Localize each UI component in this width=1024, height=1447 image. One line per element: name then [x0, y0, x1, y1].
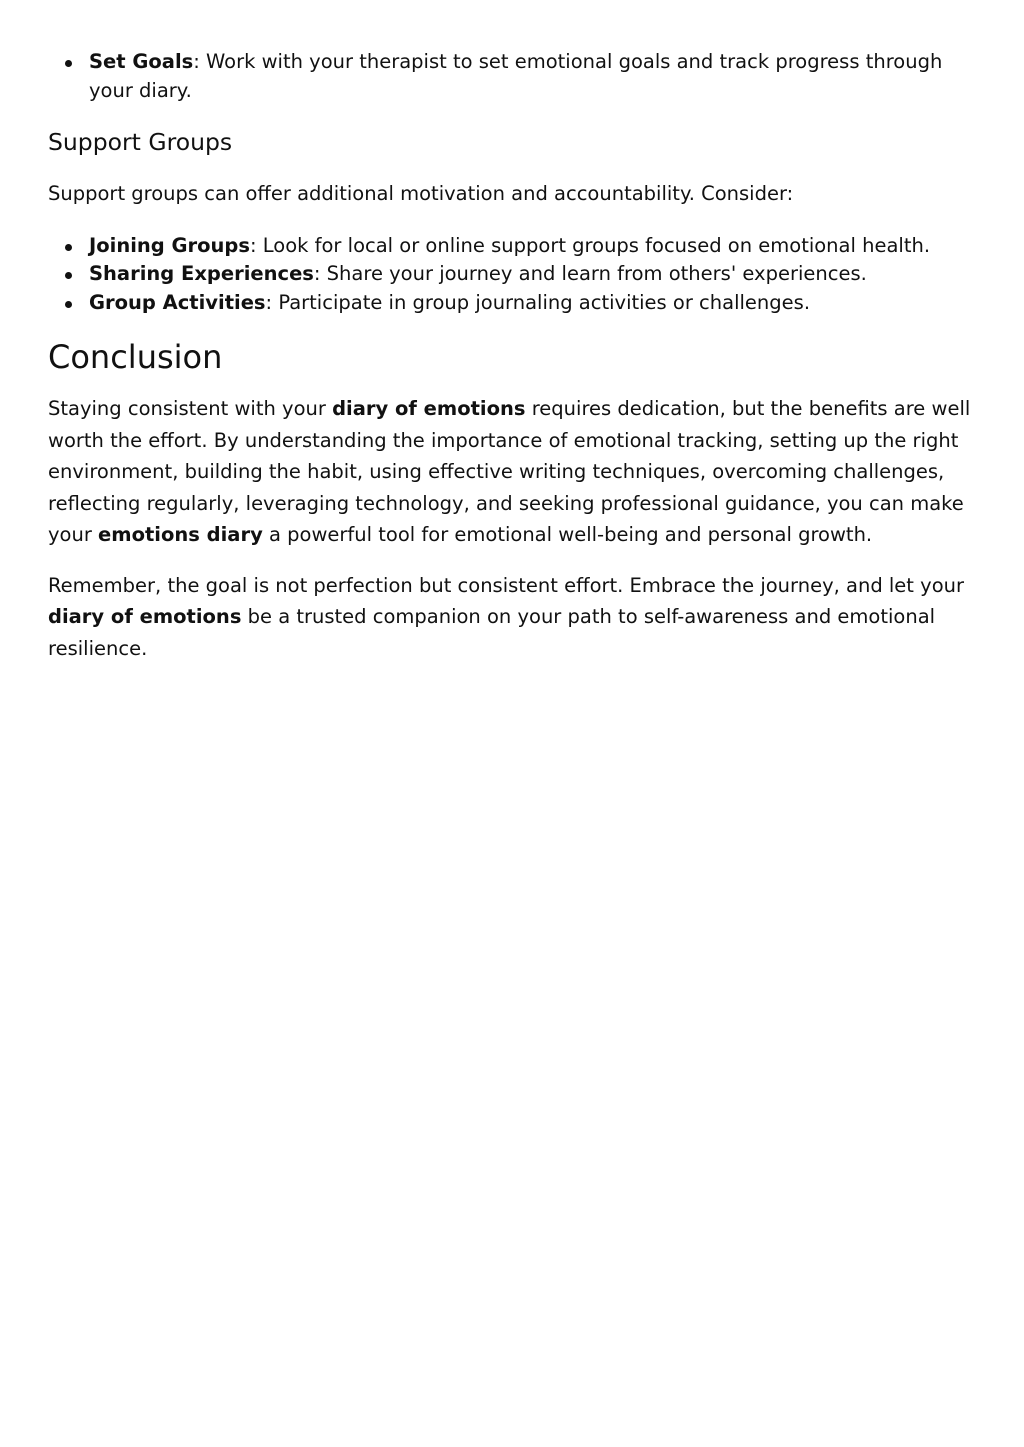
support-groups-list [48, 232, 978, 318]
support-groups-heading: Support Groups [48, 128, 233, 156]
paragraph-text: be a trusted companion on your path to self-awareness and emotional resilience. [48, 605, 936, 660]
list-item-term: Joining Groups [89, 233, 250, 257]
list-item-term: Set Goals [89, 50, 194, 73]
list-item [48, 48, 978, 105]
list-item [48, 289, 978, 318]
paragraph-text: requires dedication, but the benefits are well worth the effort. By understanding the importance of emotional tracking, setting up the right environment, building the habit, using effective writing techniques, overcoming challenges, reflecting regularly, leveraging technology, and seeking professional guidance, you can make your [48, 397, 971, 546]
conclusion-paragraph-1 [48, 393, 978, 551]
list-item-text: : Participate in group journaling activities or challenges. [265, 290, 811, 314]
list-item-term: Sharing Experiences [89, 262, 314, 285]
list-item-text: : Look for local or online support groups focused on emotional health. [250, 233, 931, 257]
document-page [48, 0, 978, 664]
paragraph-text: a powerful tool for emotional well-being and personal growth. [262, 523, 873, 546]
list-item-text: : Work with your therapist to set emotional goals and track progress through your diary. [89, 50, 943, 102]
paragraph-emphasis: diary of emotions [332, 397, 526, 420]
paragraph-text: Remember, the goal is not perfection but consistent effort. Embrace the journey, and let your [48, 573, 964, 597]
conclusion-heading: Conclusion [48, 338, 223, 376]
paragraph-emphasis: emotions diary [98, 523, 263, 546]
list-item [48, 232, 978, 261]
list-item-text: : Share your journey and learn from others' experiences. [313, 262, 867, 285]
paragraph-text: Staying consistent with your [48, 397, 333, 420]
therapy-tips-list [48, 48, 978, 105]
list-item [48, 260, 978, 289]
list-item-term: Group Activities [89, 290, 266, 314]
support-groups-intro: Support groups can offer additional motivation and accountability. Consider: [48, 182, 794, 205]
conclusion-paragraph-2 [48, 570, 978, 665]
paragraph-emphasis: diary of emotions [48, 605, 242, 628]
